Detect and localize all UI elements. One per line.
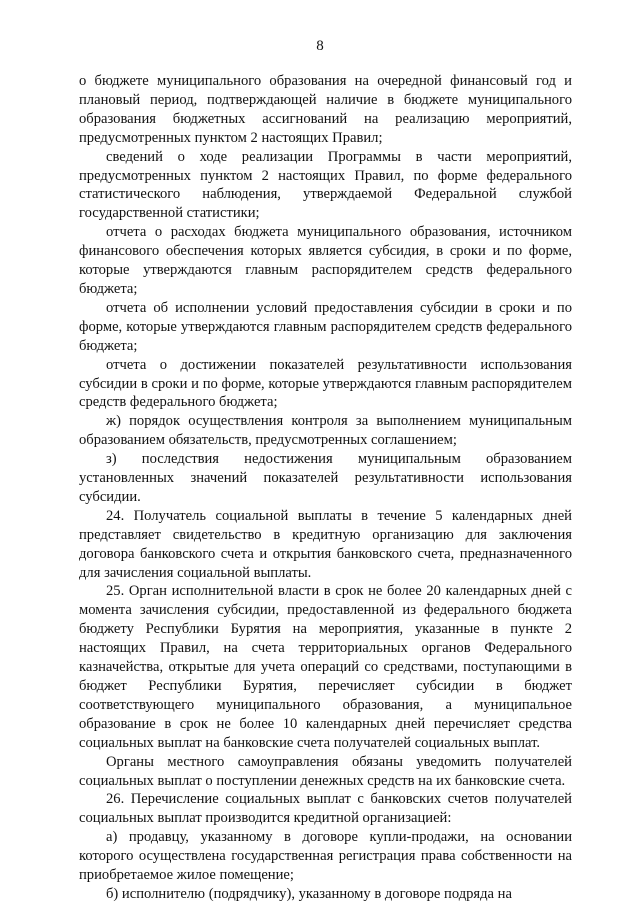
paragraph-6: ж) порядок осуществления контроля за выполнением муниципальным образованием обязательств, предусмотренных соглашением;	[79, 413, 572, 449]
paragraph-5: отчета о достижении показателей результативности использования субсидии в сроки и по форме, которые утверждаются главным распорядителем средств федерального бюджета;	[79, 356, 572, 411]
paragraph-9: 25. Орган исполнительной власти в срок не более 20 календарных дней с момента зачисления субсидии, предоставленной из федерального бюджета бюджету Республики Бурятия на мероприятия, указанные в пункте 2 настоящих Правил, на счета территориальных органов Федерального казначейства, открытые для учета операций со средствами, поступающими в бюджет Республики Бурятия, перечисляет субсидии в бюджет соответствующего муниципального образования, а муниципальное образование в срок не более 10 календарных дней перечисляет средства социальных выплат на банковские счета получателей социальных выплат.	[79, 583, 572, 751]
paragraph-3: отчета о расходах бюджета муниципального образования, источником финансового обеспечения которых является субсидия, в сроки и по форме, которые утверждаются главным распорядителем средств федерального бюджета;	[79, 224, 572, 297]
paragraph-7: з) последствия недостижения муниципальным образованием установленных значений показателей результативности использования субсидии.	[79, 451, 572, 505]
paragraph-8: 24. Получатель социальной выплаты в течение 5 календарных дней представляет свидетельство в кредитную организацию для заключения договора банковского счета и открытия банковского счета, предназначенного для зачисления социальной выплаты.	[79, 507, 572, 581]
page-number: 8	[316, 38, 324, 54]
document-body	[79, 72, 572, 904]
paragraph-1: о бюджете муниципального образования на очередной финансовый год и плановый период, подтверждающей наличие в бюджете муниципального образования бюджетных ассигнований на реализацию мероприятий, предусмотренных пунктом 2 настоящих Правил;	[79, 73, 572, 146]
paragraph-11: 26. Перечисление социальных выплат с банковских счетов получателей социальных выплат производится кредитной организацией:	[79, 791, 572, 827]
paragraph-12: а) продавцу, указанному в договоре купли-продажи, на основании которого осуществлена государственная регистрация права собственности на приобретаемое жилое помещение;	[79, 829, 572, 884]
paragraph-4: отчета об исполнении условий предоставления субсидии в сроки и по форме, которые утверждаются главным распорядителем средств федерального бюджета;	[79, 299, 572, 354]
paragraph-2: сведений о ходе реализации Программы в части мероприятий, предусмотренных пунктом 2 настоящих Правил, по форме федерального статистического наблюдения, утверждаемой Федеральной службой государственной статистики;	[79, 148, 572, 222]
paragraph-13: б) исполнителю (подрядчику), указанному в договоре подряда на	[106, 885, 512, 902]
paragraph-10: Органы местного самоуправления обязаны уведомить получателей социальных выплат о поступлении денежных средств на их банковские счета.	[79, 753, 572, 789]
